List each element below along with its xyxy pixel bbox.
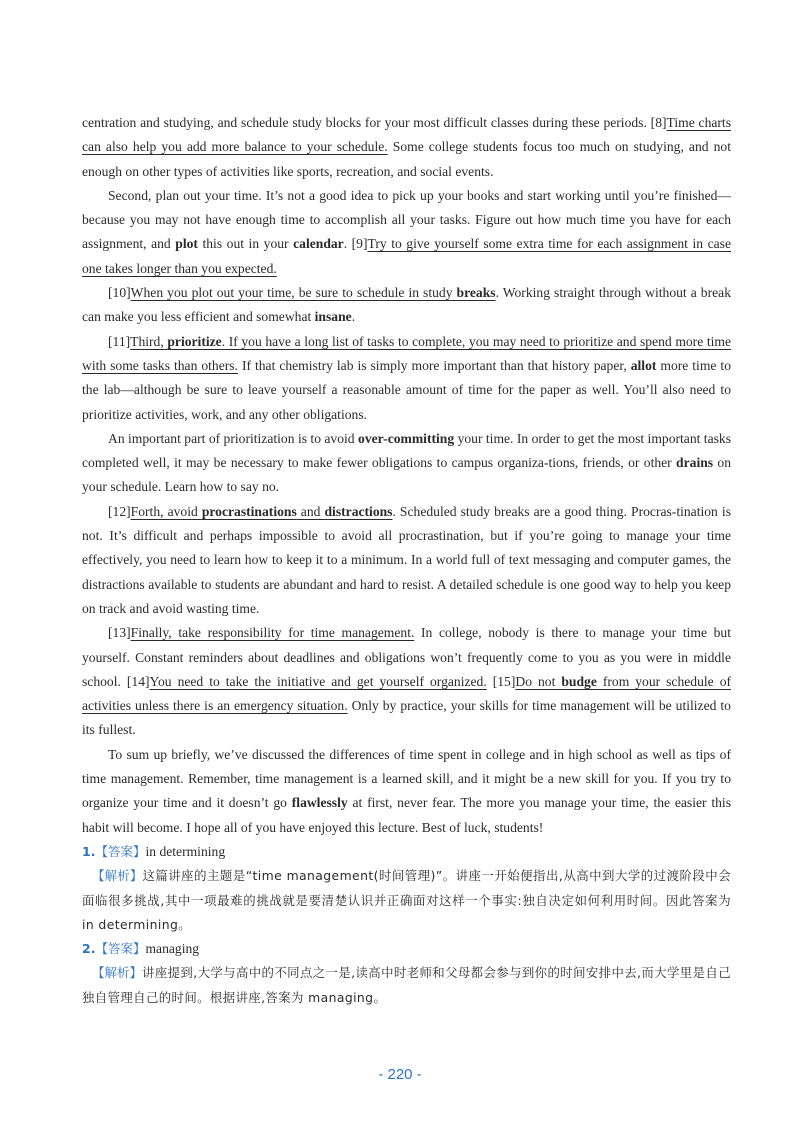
analysis-tag: 【解析】	[92, 868, 143, 884]
underlined-sentence-15: Do not	[515, 673, 562, 689]
text-run: [12]	[108, 503, 131, 519]
text-run: Some college students focus too much on studying, and not enough on other types of activities like sports, recreation, and social events.	[82, 139, 732, 179]
paragraph-4	[82, 330, 731, 427]
text-run: In college, nobody is there to manage your time but yourself. Constant reminders about deadlines and obligations won’t frequently come to you as you were in middle school. [14]	[82, 625, 731, 689]
underlined-sentence-9: Try to give yourself some extra time for each assignment in case one takes longer than you expected.	[82, 236, 731, 276]
lecture-text	[82, 111, 731, 1010]
bold-underlined-word: procrastinations	[201, 503, 297, 519]
text-run: .	[351, 309, 356, 325]
underlined-sentence-15-cont: from your schedule of activities unless there is an emergency situation.	[82, 673, 732, 714]
bold-word: over-committing	[358, 430, 455, 446]
answer-tag: 【答案】	[95, 843, 146, 859]
underlined-sentence-11-cont: . If you have a long list of tasks to complete, you may need to prioritize and spend more time with some tasks than others.	[82, 333, 732, 373]
underlined-sentence-8: Time charts can also help you add more balance to your schedule.	[82, 115, 731, 155]
bold-word: insane	[314, 309, 352, 325]
answer-1	[82, 840, 731, 937]
text-run: To sum up briefly, we’ve discussed the differences of time spent in college and in high school as well as tips of time management. Remember, time management is a learned skill, and it might be a new skill for you. If you try to organize your time and it doesn’t go	[82, 746, 731, 811]
text-run: Second, plan out your time. It’s not a good idea to pick up your books and start working until you’re finished—because you may not have enough time to accomplish all your tasks. Figure out how much time you have for each assignment, and	[82, 187, 731, 252]
text-run: Only by practice, your skills for time management will be utilized to its fullest.	[82, 698, 731, 738]
text-run: If that chemistry lab is simply more important than that history paper,	[237, 357, 631, 373]
underlined-sentence-12: Forth, avoid	[130, 503, 202, 519]
bold-underlined-word: distractions	[324, 503, 393, 519]
bold-underlined-word: breaks	[456, 285, 496, 301]
paragraph-6	[82, 500, 731, 621]
underlined-sentence-14: You need to take the initiative and get yourself organized.	[149, 673, 487, 689]
analysis-line	[82, 961, 731, 1010]
paragraph-7	[82, 621, 731, 742]
paragraph-3	[82, 281, 731, 330]
text-run: [13]	[108, 625, 131, 641]
bold-word: drains	[676, 455, 714, 471]
page-number: - 220 -	[378, 1066, 422, 1083]
underlined-sentence-11: Third,	[130, 333, 168, 349]
text-run: centration and studying, and schedule study blocks for your most difficult classes during these periods. [8]	[82, 115, 667, 130]
underlined-sentence-12-cont: and	[296, 503, 325, 519]
analysis-text: 这篇讲座的主题是“time management(时间管理)”。讲座一开始便指出,从高中到大学的过渡阶段中会面临很多挑战,其中一项最难的挑战就是要清楚认识并正确面对这样一个事实:独自决定如何利用时间。因此答案为 in determining。	[82, 868, 731, 932]
analysis-tag: 【解析】	[92, 965, 143, 981]
underlined-sentence-13: Finally, take responsibility for time management.	[130, 625, 415, 641]
text-run: An important part of prioritization is to avoid	[108, 430, 359, 446]
bold-word: calendar	[293, 236, 344, 252]
answer-text: managing	[145, 941, 200, 957]
answer-number: 1.	[82, 843, 96, 859]
text-run: this out in your	[197, 236, 294, 252]
answer-number: 2.	[82, 941, 96, 957]
underlined-sentence-10: When you plot out your time, be sure to schedule in study	[130, 285, 457, 301]
text-run: more time to the lab—although be sure to leave yourself a reasonable amount of time for the paper as well. You’ll also need to prioritize activities, work, and any other obligations.	[82, 357, 731, 422]
text-run: on your schedule. Learn how to say no.	[82, 455, 731, 495]
answer-line	[82, 840, 731, 864]
analysis-line	[82, 864, 731, 937]
answer-line	[82, 937, 731, 961]
answer-2	[82, 937, 731, 1010]
bold-word: plot	[175, 236, 198, 252]
text-run: your time. In order to get the most important tasks completed well, it may be necessary to make fewer obligations to campus organiza-tions, friends, or other	[82, 430, 731, 471]
text-run: [15]	[486, 673, 516, 689]
text-run: . [9]	[343, 236, 368, 252]
bold-word: flawlessly	[291, 795, 348, 811]
answer-tag: 【答案】	[95, 941, 146, 957]
paragraph-2	[82, 184, 731, 281]
answer-text: in determining	[145, 843, 226, 859]
bold-underlined-word: budge	[561, 673, 597, 689]
bold-word: allot	[630, 357, 657, 373]
text-run: . Scheduled study breaks are a good thing. Procras-tination is not. It’s difficult and perhaps impossible to avoid all procrastination, but if you’re going to manage your time effectively, you need to learn how to keep it to a minimum. In a world full of text messaging and computer games, the distractions available to students are abundant and hard to resist. A detailed schedule is one good way to help you keep on track and avoid wasting time.	[82, 503, 731, 616]
analysis-text: 讲座提到,大学与高中的不同点之一是,读高中时老师和父母都会参与到你的时间安排中去,而大学里是自己独自管理自己的时间。根据讲座,答案为 managing。	[82, 965, 731, 1005]
paragraph-1	[82, 111, 731, 184]
text-run: at first, never fear. The more you manage your time, the easier this habit will become. I hope all of you have enjoyed this lecture. Best of luck, students!	[82, 795, 731, 835]
paragraph-8	[82, 743, 731, 840]
paragraph-5	[82, 427, 731, 500]
text-run: [10]	[108, 285, 131, 301]
bold-underlined-word: prioritize	[167, 333, 222, 349]
text-run: [11]	[108, 333, 131, 349]
text-run: . Working straight through without a break can make you less efficient and somewhat	[82, 285, 731, 325]
